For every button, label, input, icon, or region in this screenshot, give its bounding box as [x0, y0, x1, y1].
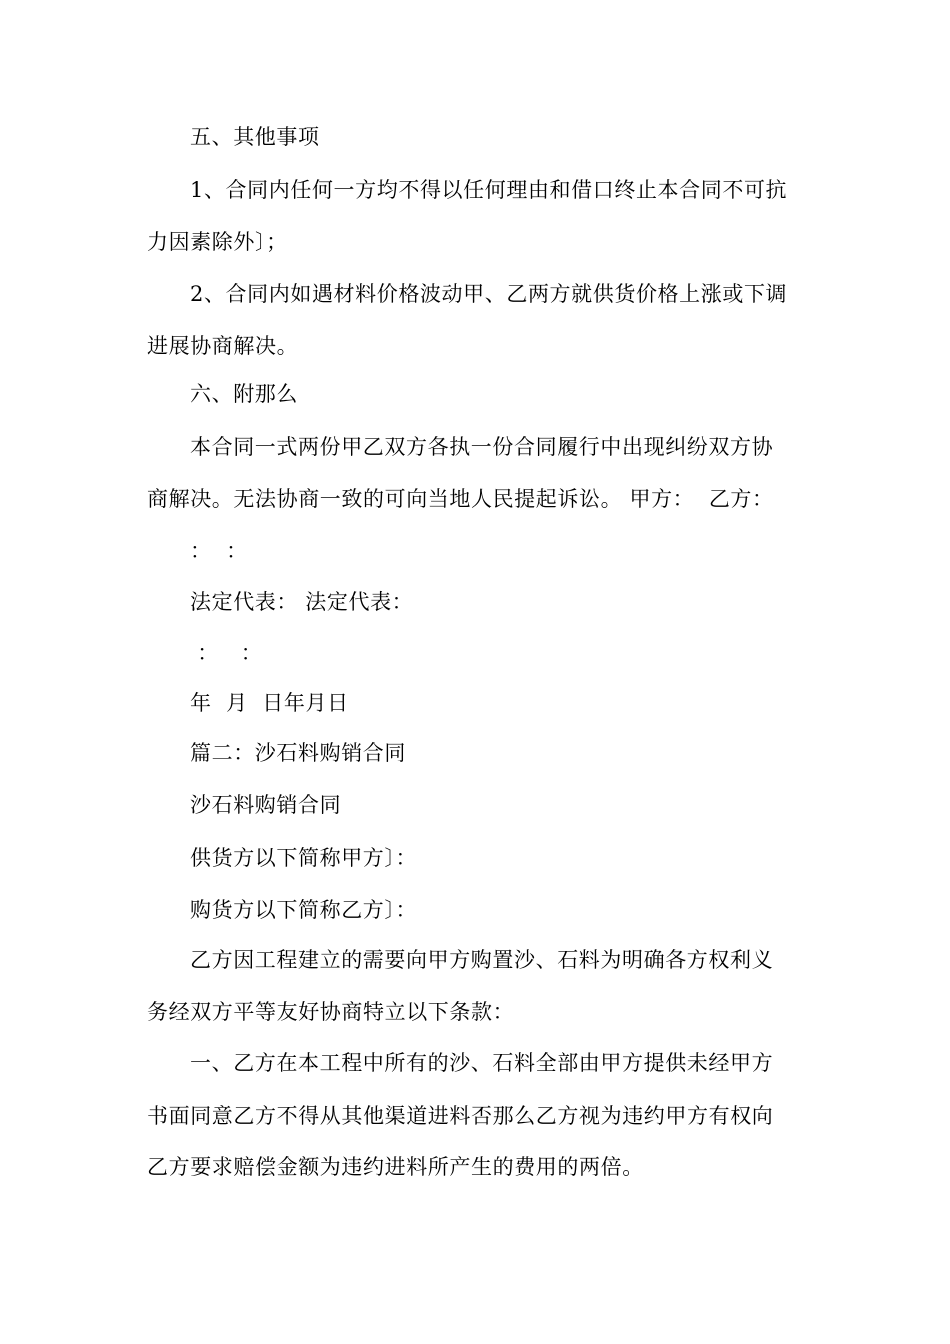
part-two-heading: 篇二：沙石料购销合同	[190, 741, 406, 765]
paragraph-line: 务经双方平等友好协商特立以下条款：	[147, 1000, 515, 1024]
contract-title: 沙石料购销合同	[190, 793, 342, 817]
section-heading-appendix: 六、附那么	[190, 382, 298, 406]
paragraph-line: 1、合同内任何一方均不得以任何理由和借口终止本合同不可抗	[190, 178, 788, 202]
paragraph-line: 书面同意乙方不得从其他渠道进料否那么乙方视为违约甲方有权向	[147, 1104, 774, 1128]
paragraph-line: 力因素除外〕；	[147, 230, 288, 254]
paragraph-line: 一、乙方在本工程中所有的沙、石料全部由甲方提供未经甲方	[190, 1051, 774, 1075]
supplier-line: 供货方以下简称甲方〕：	[190, 846, 418, 870]
paragraph-line: 本合同一式两份甲乙双方各执一份合同履行中出现纠纷双方协	[190, 435, 774, 459]
signature-colons: ： ：	[190, 539, 248, 563]
paragraph-line: 2、合同内如遇材料价格波动甲、乙两方就供货价格上涨或下调	[190, 282, 788, 306]
section-heading-other-matters: 五、其他事项	[190, 125, 320, 149]
paragraph-line: 商解决。无法协商一致的可向当地人民提起诉讼。 甲方： 乙方：	[147, 487, 774, 511]
legal-representative-line: 法定代表： 法定代表：	[190, 590, 414, 614]
signature-colons: ： ：	[190, 641, 263, 665]
date-line: 年 月 日年月日	[190, 691, 349, 715]
paragraph-line: 乙方因工程建立的需要向甲方购置沙、石料为明确各方权利义	[190, 948, 774, 972]
buyer-line: 购货方以下简称乙方〕：	[190, 898, 418, 922]
paragraph-line: 进展协商解决。	[147, 334, 299, 358]
paragraph-line: 乙方要求赔偿金额为违约进料所产生的费用的两倍。	[147, 1155, 644, 1179]
